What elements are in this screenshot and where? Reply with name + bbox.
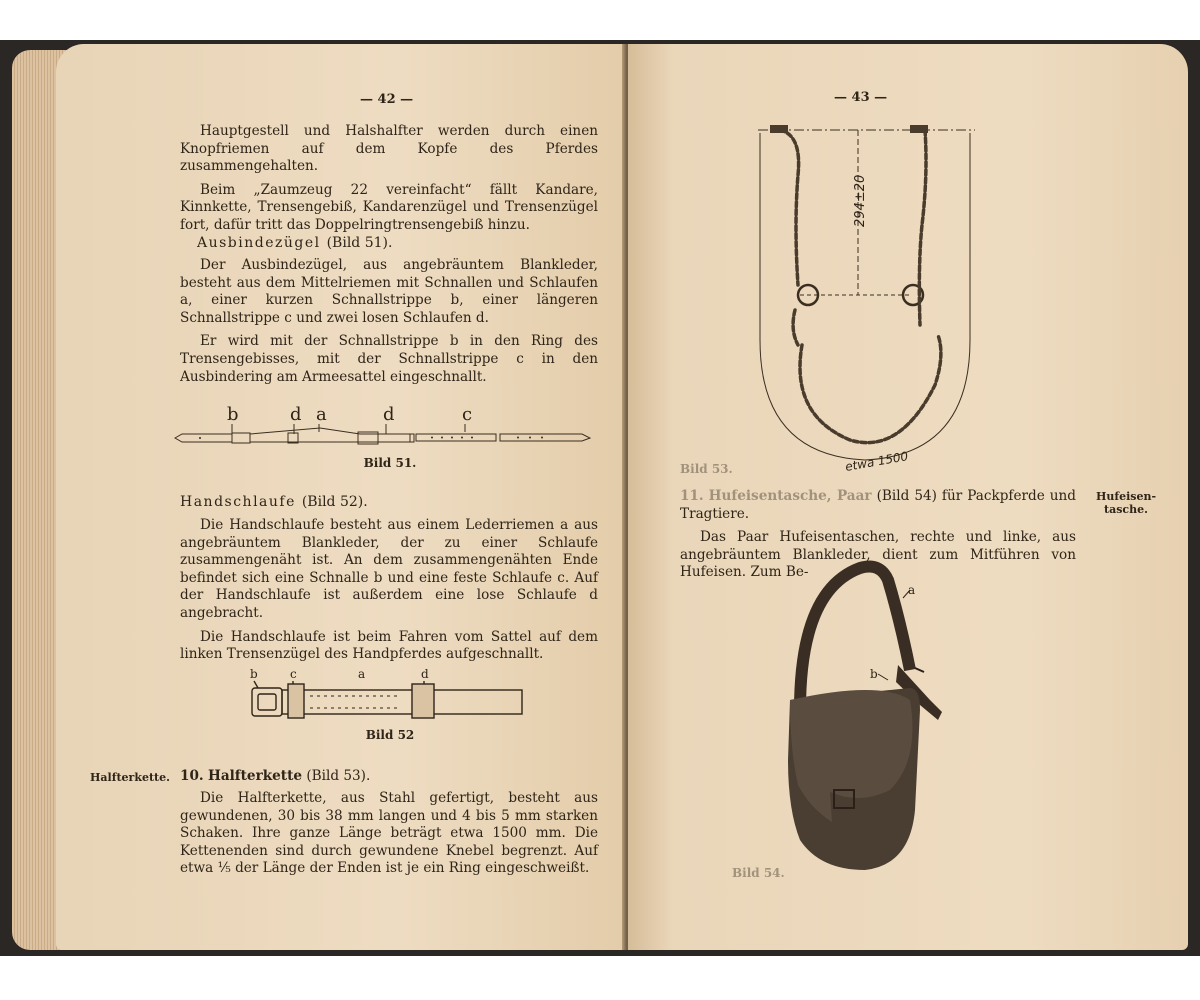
fig54-label: b	[870, 667, 878, 681]
paragraph: Das Paar Hufeisentaschen, rechte und linke, aus angebräuntem Blankleder, dient zum Mitführen von Hufeisen. Zum Be-	[680, 529, 1076, 581]
fig51-label: a	[316, 404, 327, 425]
left-text-block-1	[180, 123, 598, 241]
left-text-block-4	[180, 790, 598, 884]
section-title: Halfterkette	[207, 768, 303, 784]
fig52-label: a	[358, 667, 366, 681]
paragraph: Hauptgestell und Halshalfter werden durch einen Knopfriemen auf dem Kopfe des Pferdes zusammengehalten.	[180, 123, 598, 175]
section-number: 10.	[180, 768, 204, 784]
section-rest: (Bild 54) für Packpferde und Tragtiere.	[680, 488, 1076, 522]
paragraph: Er wird mit der Schnallstrippe b in den Ring des Trensengebisses, mit der Schnallstrippe c in den Ausbindering am Armeesattel eingeschnallt.	[180, 333, 598, 385]
section-11-line	[680, 488, 1076, 523]
figure-51-rein-diagram	[170, 396, 600, 456]
margin-note-line: tasche.	[1104, 503, 1148, 516]
paragraph: Der Ausbindezügel, aus angebräuntem Blankleder, besteht aus dem Mittelriemen mit Schnallen und Schlaufen a, einer kurzen Schnallstrippe b, einer längeren Schnallstrippe c und zwei losen Schlaufen d.	[180, 257, 598, 326]
fig54-label: a	[908, 583, 916, 597]
section-number: 11.	[680, 488, 704, 504]
fig51-label: b	[227, 404, 239, 425]
fig53-dimension: 294±20	[853, 174, 868, 227]
section-10-heading	[180, 768, 598, 786]
fig51-label: c	[462, 404, 473, 425]
fig51-label: d	[383, 404, 395, 425]
figure-54-horseshoe-bag-image	[770, 560, 970, 880]
figure-53-halter-chain-diagram	[750, 115, 980, 475]
section-ref: (Bild 53).	[306, 768, 371, 784]
heading-text: Handschlaufe	[180, 494, 296, 510]
margin-note-hufeisentasche	[1086, 490, 1166, 516]
left-text-block-2	[180, 257, 598, 392]
paragraph: Beim „Zaumzeug 22 vereinfacht“ fällt Kandare, Kinnkette, Trensengebiß, Kandarenzügel und Trensenzügel fort, dafür tritt das Doppelringtrensengebiß hinzu.	[180, 181, 598, 233]
figure-51-caption: Bild 51.	[363, 456, 417, 470]
heading-ref: (Bild 51).	[326, 235, 393, 251]
fig52-label: d	[421, 667, 429, 681]
heading-ausbindezuegel	[197, 235, 392, 251]
fig52-label: c	[290, 667, 297, 681]
figure-52-hand-loop-diagram	[240, 664, 530, 728]
figure-52-caption: Bild 52	[365, 728, 415, 742]
page-number-right: — 43 —	[834, 90, 888, 105]
heading-text: Ausbindezügel	[197, 235, 321, 251]
fig51-label: d	[290, 404, 302, 425]
paragraph: Die Handschlaufe ist beim Fahren vom Sattel auf dem linken Trensenzügel des Handpferdes aufgeschnallt.	[180, 628, 598, 663]
figure-53-caption: Bild 53.	[680, 462, 733, 476]
page-number-left: — 42 —	[360, 92, 414, 107]
heading-ref: (Bild 52).	[301, 494, 368, 510]
paragraph: Die Halfterkette, aus Stahl gefertigt, besteht aus gewundenen, 30 bis 38 mm langen und 4 bis 5 mm starken Schaken. Ihre ganze Länge beträgt etwa 1500 mm. Die Kettenenden sind durch gewundene Knebel begrenzt. Auf etwa ⅕ der Länge der Enden ist je ein Ring eingeschweißt.	[180, 790, 598, 877]
fig53-length: etwa 1500	[844, 449, 910, 474]
section-title: Hufeisentasche, Paar	[708, 488, 872, 504]
paragraph: Die Handschlaufe besteht aus einem Lederriemen a aus angebräuntem Blankleder, der zu einer Schlaufe zusammengenäht ist. An dem zusammengenähten Ende befindet sich eine Schnalle b und eine feste Schlaufe c. Auf der Handschlaufe ist außerdem eine lose Schlaufe d angebracht.	[180, 517, 598, 621]
margin-note-halfterkette: Halfterkette.	[90, 771, 170, 784]
heading-handschlaufe	[180, 494, 368, 510]
figure-54-caption: Bild 54.	[732, 866, 785, 880]
margin-note-line: Hufeisen-	[1095, 490, 1157, 503]
fig52-label: b	[250, 667, 258, 681]
left-text-block-3	[180, 517, 598, 670]
